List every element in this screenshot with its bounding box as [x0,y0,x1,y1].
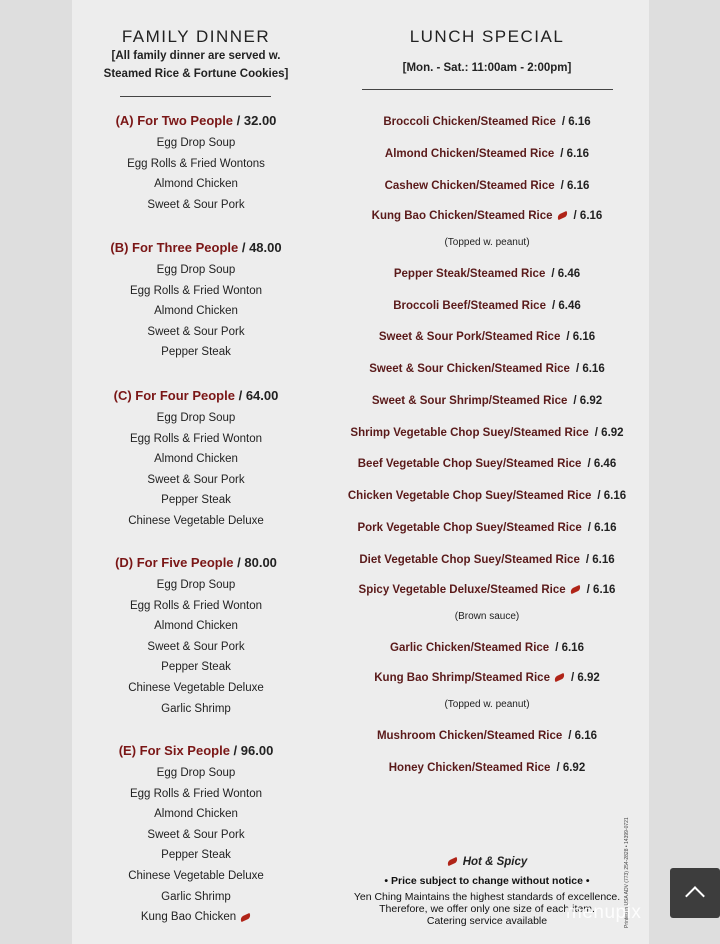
lunch-item: Honey Chicken/Steamed Rice / 6.92 [388,762,586,774]
lunch-item-note: (Topped w. peanut) [444,699,530,710]
lunch-item: Beef Vegetable Chop Suey/Steamed Rice / 6.46 [357,458,617,470]
family-group-heading: (E) For Six People / 96.00 [118,743,274,758]
family-dish: Sweet & Sour Pork [147,473,245,486]
lunch-item-note: (Topped w. peanut) [444,237,530,248]
family-dish: Pepper Steak [161,346,231,359]
family-group-heading: (A) For Two People / 32.00 [115,113,277,128]
family-dish: Kung Bao Chicken [72,911,320,923]
family-dish: Egg Drop Soup [156,412,236,424]
lunch-item: Kung Bao Shrimp/Steamed Rice / 6.92 [374,672,600,684]
family-dish: Sweet & Sour Pork [147,198,245,211]
chili-pepper-icon [446,857,458,866]
lunch-hours: [Mon. - Sat.: 11:00am - 2:00pm] [402,62,572,74]
lunch-item: Pork Vegetable Chop Suey/Steamed Rice / 6.16 [357,522,617,534]
family-dish: Sweet & Sour Pork [147,828,245,841]
chili-pepper-icon [240,913,252,922]
menu-page [72,0,649,944]
family-dish: Garlic Shrimp [161,890,231,903]
family-divider [120,96,271,97]
family-dish: Garlic Shrimp [161,702,231,715]
family-dish: Pepper Steak [161,849,231,862]
lunch-item: Broccoli Beef/Steamed Rice / 6.46 [393,300,581,312]
chili-pepper-icon [553,673,565,682]
lunch-item: Cashew Chicken/Steamed Rice / 6.16 [384,180,590,192]
chili-pepper-icon [556,211,568,220]
lunch-item: Broccoli Chicken/Steamed Rice / 6.16 [383,116,591,128]
family-dish: Egg Rolls & Fried Wonton [129,284,263,297]
standards-line: Yen Ching Maintains the highest standards of excellence. [353,891,621,903]
lunch-special-title: LUNCH SPECIAL [409,27,565,46]
family-dish: Egg Drop Soup [156,767,236,779]
lunch-item: Kung Bao Chicken/Steamed Rice / 6.16 [371,210,603,222]
family-group-heading: (D) For Five People / 80.00 [115,555,277,570]
lunch-item: Diet Vegetable Chop Suey/Steamed Rice / 6.16 [359,554,615,566]
lunch-item: Almond Chicken/Steamed Rice / 6.16 [384,148,590,160]
family-dish: Egg Rolls & Fried Wontons [127,157,265,170]
family-dish: Almond Chicken [154,305,238,318]
family-group-heading: (C) For Four People / 64.00 [113,388,279,403]
family-dinner-note-2: Steamed Rice & Fortune Cookies] [103,68,289,80]
scroll-to-top-button[interactable] [670,868,720,918]
family-dish: Almond Chicken [154,620,238,633]
family-dish: Almond Chicken [154,178,238,191]
menupix-watermark: menupix [566,902,642,923]
print-info: Printed in USA ADV (773) 254-2828 • 14399-0721 [624,817,630,928]
lunch-item: Mushroom Chicken/Steamed Rice / 6.16 [376,730,598,742]
size-line: Therefore, we offer only one size of each item. [379,903,595,915]
catering-line: Catering service available [426,915,548,927]
chili-pepper-icon [569,585,581,594]
lunch-item: Spicy Vegetable Deluxe/Steamed Rice / 6.16 [358,584,616,596]
family-dish: Chinese Vegetable Deluxe [128,515,264,527]
price-notice: • Price subject to change without notice • [384,875,590,887]
chevron-up-icon [685,886,705,906]
family-dish: Egg Drop Soup [156,579,236,591]
family-dish: Egg Drop Soup [156,137,236,149]
family-dish: Egg Rolls & Fried Wonton [129,599,263,612]
lunch-item: Sweet & Sour Shrimp/Steamed Rice / 6.92 [371,395,603,407]
family-dish: Almond Chicken [154,453,238,466]
hot-spicy-legend: Hot & Spicy [334,856,640,868]
family-dish: Sweet & Sour Pork [147,325,245,338]
family-dinner-note-1: [All family dinner are served w. [111,50,281,62]
family-dish: Egg Rolls & Fried Wonton [129,787,263,800]
family-dish: Pepper Steak [161,661,231,674]
lunch-divider [362,89,613,90]
family-dinner-title: FAMILY DINNER [121,27,271,46]
family-dish: Pepper Steak [161,494,231,507]
family-dish: Egg Drop Soup [156,264,236,276]
family-dish: Chinese Vegetable Deluxe [128,870,264,882]
family-dish: Almond Chicken [154,808,238,821]
family-dish: Sweet & Sour Pork [147,640,245,653]
lunch-item-note: (Brown sauce) [454,611,520,622]
lunch-item: Sweet & Sour Chicken/Steamed Rice / 6.16 [369,363,605,375]
family-dish: Chinese Vegetable Deluxe [128,682,264,694]
lunch-item: Shrimp Vegetable Chop Suey/Steamed Rice / 6.92 [350,427,624,439]
lunch-item: Garlic Chicken/Steamed Rice / 6.16 [390,642,584,654]
family-dish: Egg Rolls & Fried Wonton [129,432,263,445]
lunch-item: Pepper Steak/Steamed Rice / 6.46 [393,268,581,280]
family-group-heading: (B) For Three People / 48.00 [110,240,282,255]
lunch-item: Chicken Vegetable Chop Suey/Steamed Rice / 6.16 [347,490,627,502]
lunch-item: Sweet & Sour Pork/Steamed Rice / 6.16 [378,331,596,343]
